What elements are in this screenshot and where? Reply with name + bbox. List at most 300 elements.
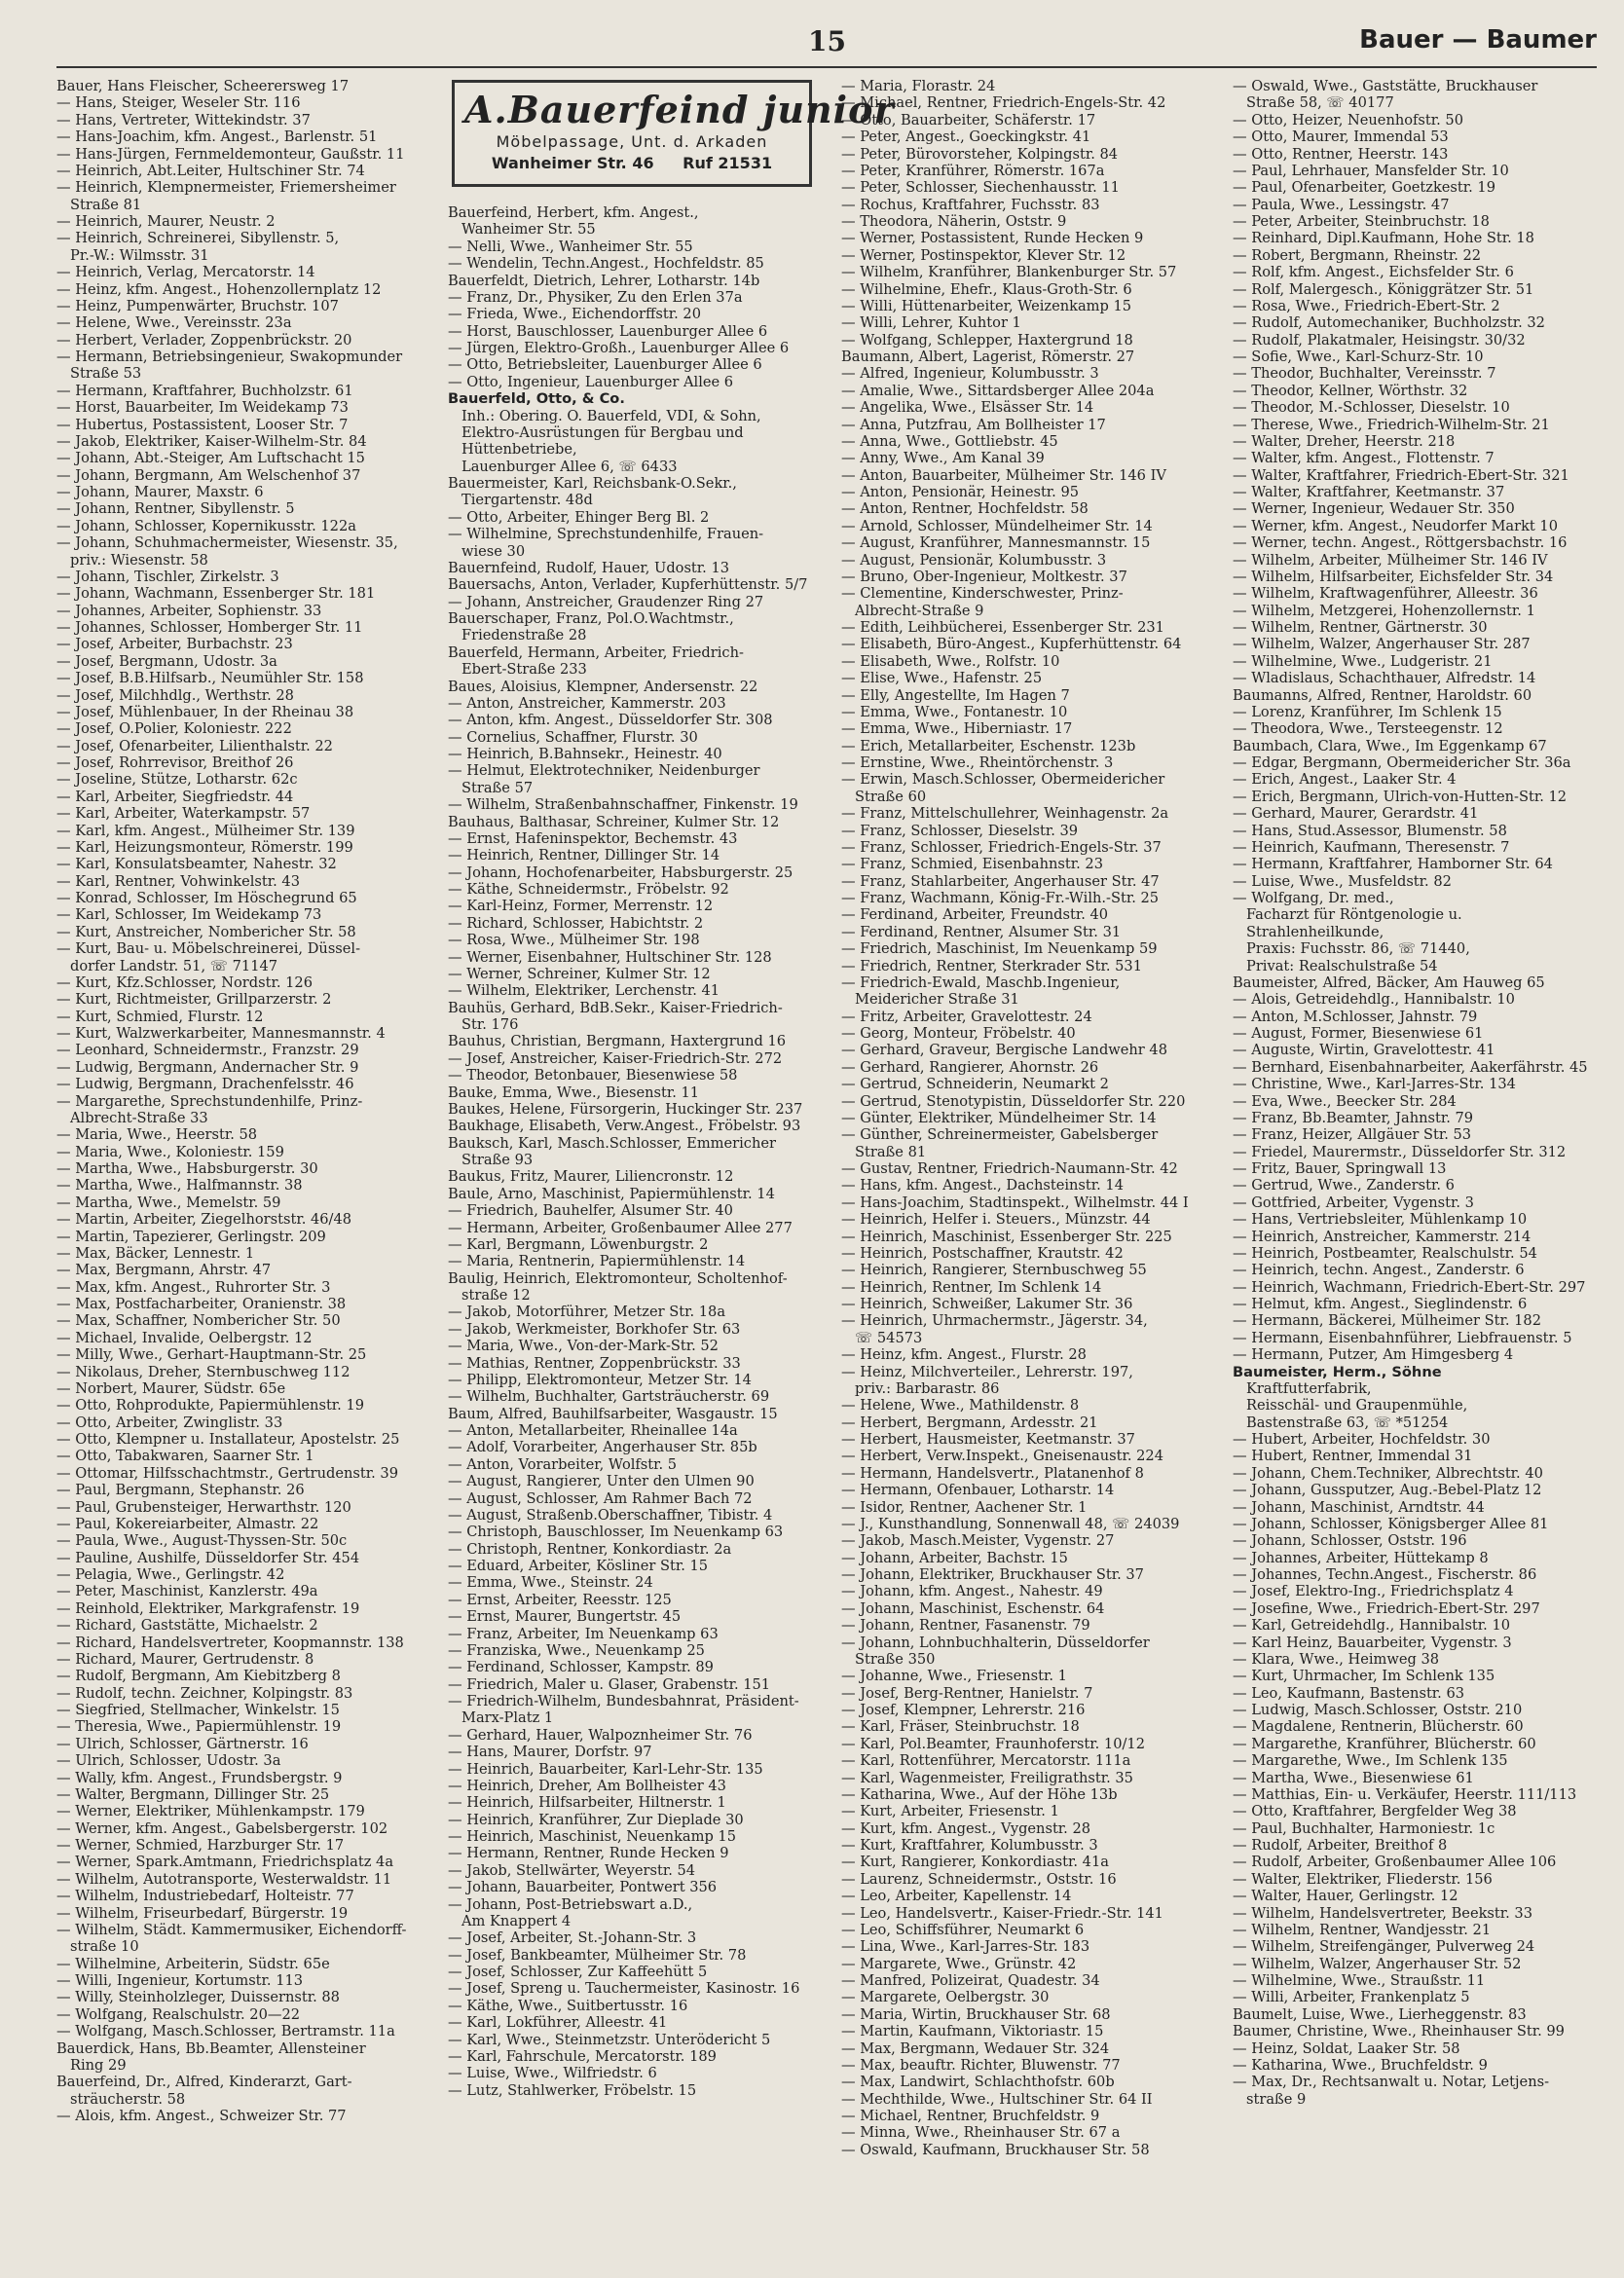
directory-entry: — Kurt, Rangierer, Konkordiastr. 41a bbox=[841, 1854, 1109, 1871]
directory-entry: — Johann, Schuhmachermeister, Wiesenstr. 35, bbox=[56, 534, 398, 552]
directory-entry: — August, Straßenb.Oberschaffner, Tibistr. 4 bbox=[448, 1506, 773, 1524]
directory-entry: — August, Schlosser, Am Rahmer Bach 72 bbox=[448, 1489, 753, 1507]
directory-entry: — Alois, Getreidehdlg., Hannibalstr. 10 bbox=[1233, 991, 1515, 1009]
directory-entry: Baum, Alfred, Bauhilfsarbeiter, Wasgaustr. 15 bbox=[448, 1405, 778, 1422]
entry-continuation: Am Knappert 4 bbox=[461, 1912, 572, 1929]
entry-continuation: straße 12 bbox=[461, 1287, 531, 1304]
directory-entry: — Pauline, Aushilfe, Düsseldorfer Str. 454 bbox=[56, 1549, 360, 1566]
entry-continuation: Straße 81 bbox=[70, 196, 142, 213]
directory-entry: — Josef, O.Polier, Koloniestr. 222 bbox=[56, 720, 292, 738]
directory-entry: Baumer, Christine, Wwe., Rheinhauser Str. 99 bbox=[1233, 2023, 1565, 2040]
directory-entry: Bauer, Hans Fleischer, Scheerersweg 17 bbox=[56, 78, 350, 94]
directory-entry: Bauermeister, Karl, Reichsbank-O.Sekr., bbox=[448, 475, 737, 492]
directory-entry: — Richard, Gaststätte, Michaelstr. 2 bbox=[56, 1617, 318, 1635]
directory-entry: — Helmut, kfm. Angest., Sieglindenstr. 6 bbox=[1233, 1296, 1528, 1312]
directory-entry: — Hermann, Betriebsingenieur, Swakopmunder bbox=[56, 349, 403, 365]
directory-entry: — Karl, Schlosser, Im Weidekamp 73 bbox=[56, 906, 322, 924]
directory-entry: — Martha, Wwe., Memelstr. 59 bbox=[56, 1194, 281, 1211]
directory-entry: — Wolfgang, Schlepper, Haxtergrund 18 bbox=[841, 331, 1133, 349]
directory-entry: — Anton, Anstreicher, Kammerstr. 203 bbox=[448, 694, 726, 712]
directory-entry: Bauke, Emma, Wwe., Biesenstr. 11 bbox=[448, 1084, 700, 1101]
directory-entry: Bauhüs, Gerhard, BdB.Sekr., Kaiser-Friedrich- bbox=[448, 999, 783, 1016]
directory-entry: — Rosa, Wwe., Friedrich-Ebert-Str. 2 bbox=[1233, 297, 1500, 314]
directory-entry: — Alois, kfm. Angest., Schweizer Str. 77 bbox=[56, 2108, 347, 2124]
directory-entry: — Jakob, Werkmeister, Borkhofer Str. 63 bbox=[448, 1320, 741, 1338]
directory-entry: Baulig, Heinrich, Elektromonteur, Scholtenhof- bbox=[448, 1269, 788, 1287]
directory-entry: — Frieda, Wwe., Eichendorffstr. 20 bbox=[448, 306, 701, 323]
directory-entry: — Martin, Arbeiter, Ziegelhorststr. 46/48 bbox=[56, 1211, 352, 1229]
directory-entry: — Karl, Lokführer, Alleestr. 41 bbox=[448, 2014, 668, 2032]
directory-entry: — Heinrich, Helfer i. Steuers., Münzstr. 44 bbox=[841, 1211, 1151, 1229]
directory-entry: — Wilhelm, Streifengänger, Pulverweg 24 bbox=[1233, 1938, 1535, 1956]
directory-entry: — Margarete, Wwe., Grünstr. 42 bbox=[841, 1955, 1077, 1972]
directory-entry: — Karl, kfm. Angest., Mülheimer Str. 139 bbox=[56, 822, 355, 839]
directory-entry: — Josef, Ofenarbeiter, Lilienthalstr. 22 bbox=[56, 737, 333, 754]
directory-entry: — Helene, Wwe., Vereinsstr. 23a bbox=[56, 314, 292, 332]
directory-entry: — Heinrich, Kaufmann, Theresenstr. 7 bbox=[1233, 838, 1510, 856]
directory-entry: — Karl, Arbeiter, Siegfriedstr. 44 bbox=[56, 788, 294, 805]
directory-entry: — Hans-Jürgen, Fernmeldemonteur, Gaußstr. 11 bbox=[56, 145, 405, 163]
directory-entry: — Gerhard, Graveur, Bergische Landwehr 48 bbox=[841, 1042, 1167, 1059]
directory-entry: — Heinrich, Schreinerei, Sibyllenstr. 5, bbox=[56, 230, 340, 247]
directory-entry: — August, Kranführer, Mannesmannstr. 15 bbox=[841, 534, 1151, 552]
directory-entry: — Friedrich, Maschinist, Im Neuenkamp 59 bbox=[841, 940, 1158, 958]
directory-entry: — Joseline, Stütze, Lotharstr. 62c bbox=[56, 771, 298, 789]
directory-entry: — Günther, Schreinermeister, Gabelsberger bbox=[841, 1126, 1159, 1144]
directory-entry: — Wilhelm, Walzer, Angerhauser Str. 287 bbox=[1233, 636, 1531, 653]
directory-entry: Bauersachs, Anton, Verlader, Kupferhüttenstr. 5/7 bbox=[448, 576, 808, 594]
directory-entry: — Johann, Schlosser, Oststr. 196 bbox=[1233, 1532, 1467, 1550]
directory-entry: — Max, Schaffner, Nombericher Str. 50 bbox=[56, 1312, 341, 1330]
directory-entry: — Theresia, Wwe., Papiermühlenstr. 19 bbox=[56, 1718, 342, 1736]
directory-entry: — Rochus, Kraftfahrer, Fuchsstr. 83 bbox=[841, 196, 1100, 213]
directory-entry: — Wilhelm, Buchhalter, Gartsträucherstr. 69 bbox=[448, 1388, 770, 1406]
directory-entry: — Sofie, Wwe., Karl-Schurz-Str. 10 bbox=[1233, 349, 1484, 365]
directory-entry: — Friedrich-Ewald, Maschb.Ingenieur, bbox=[841, 974, 1121, 991]
directory-entry: — Heinz, Milchverteiler., Lehrerstr. 197, bbox=[841, 1363, 1133, 1380]
directory-entry: — Margarethe, Kranführer, Blücherstr. 60 bbox=[1233, 1735, 1536, 1752]
directory-entry: — Walter, Bergmann, Dillinger Str. 25 bbox=[56, 1785, 330, 1803]
directory-entry: Baumelt, Luise, Wwe., Lierheggenstr. 83 bbox=[1233, 2005, 1527, 2023]
directory-entry: — Jakob, Motorführer, Metzer Str. 18a bbox=[448, 1304, 726, 1321]
directory-entry: — Johannes, Techn.Angest., Fischerstr. 86 bbox=[1233, 1566, 1537, 1583]
entry-continuation: ☏ 54573 bbox=[855, 1329, 923, 1346]
directory-entry: — Maria, Wwe., Von-der-Mark-Str. 52 bbox=[448, 1338, 719, 1355]
directory-entry: — Wilhelmine, Arbeiterin, Südstr. 65e bbox=[56, 1955, 330, 1972]
directory-entry: — Christoph, Bauschlosser, Im Neuenkamp 63 bbox=[448, 1524, 784, 1541]
directory-entry: — Paul, Kokereiarbeiter, Almastr. 22 bbox=[56, 1515, 319, 1532]
directory-entry: — Erich, Metallarbeiter, Eschenstr. 123b bbox=[841, 737, 1136, 754]
directory-entry: — Rudolf, Plakatmaler, Heisingstr. 30/32 bbox=[1233, 331, 1526, 349]
directory-entry: — Johann, Bergmann, Am Welschenhof 37 bbox=[56, 466, 361, 484]
directory-entry: Baumeister, Alfred, Bäcker, Am Hauweg 65 bbox=[1233, 974, 1545, 991]
directory-entry: — Hermann, Kraftfahrer, Buchholzstr. 61 bbox=[56, 382, 353, 399]
directory-entry: — Josef, Schlosser, Zur Kaffeehütt 5 bbox=[448, 1964, 708, 1980]
directory-entry: — Heinrich, Rangierer, Sternbuschweg 55 bbox=[841, 1262, 1147, 1279]
directory-entry: — Karl, Getreidehdlg., Hannibalstr. 10 bbox=[1233, 1617, 1511, 1635]
directory-entry: Baukus, Fritz, Maurer, Liliencronstr. 12 bbox=[448, 1168, 734, 1186]
directory-entry: — Werner, Elektriker, Mühlenkampstr. 179 bbox=[56, 1803, 365, 1820]
directory-entry: — Wilhelm, Kraftwagenführer, Alleestr. 36 bbox=[1233, 585, 1538, 603]
directory-entry: — Ludwig, Bergmann, Andernacher Str. 9 bbox=[56, 1058, 359, 1076]
directory-entry: — Josef, Milchhdlg., Werthstr. 28 bbox=[56, 686, 294, 704]
directory-entry: Bauerfeld, Otto, & Co. bbox=[448, 390, 625, 408]
directory-entry: — Gertrud, Stenotypistin, Düsseldorfer Str. 220 bbox=[841, 1092, 1186, 1110]
directory-entry: Bauksch, Karl, Masch.Schlosser, Emmericher bbox=[448, 1134, 776, 1152]
directory-entry: — Johann, Maschinist, Eschenstr. 64 bbox=[841, 1599, 1105, 1617]
directory-entry: — Otto, Kraftfahrer, Bergfelder Weg 38 bbox=[1233, 1803, 1517, 1820]
directory-entry: — Hermann, Kraftfahrer, Hamborner Str. 64 bbox=[1233, 856, 1553, 873]
directory-entry: — Johann, Tischler, Zirkelstr. 3 bbox=[56, 568, 279, 585]
directory-entry: — Wilhelmine, Wwe., Ludgeristr. 21 bbox=[1233, 652, 1493, 670]
directory-entry: — Heinrich, Uhrmachermstr., Jägerstr. 34, bbox=[841, 1312, 1148, 1330]
directory-entry: — Franz, Stahlarbeiter, Angerhauser Str. 47 bbox=[841, 872, 1160, 890]
directory-entry: — Heinrich, Maschinist, Essenberger Str. 225 bbox=[841, 1228, 1172, 1245]
directory-entry: — Maria, Wwe., Heerstr. 58 bbox=[56, 1126, 258, 1144]
entry-continuation: Lauenburger Allee 6, ☏ 6433 bbox=[461, 458, 678, 475]
directory-entry: — August, Rangierer, Unter den Ulmen 90 bbox=[448, 1473, 755, 1490]
directory-entry: — Karl, Wwe., Steinmetzstr. Unterödericht 5 bbox=[448, 2031, 771, 2048]
directory-entry: — Walter, Kraftfahrer, Keetmanstr. 37 bbox=[1233, 484, 1505, 500]
directory-entry: Bauerfeind, Dr., Alfred, Kinderarzt, Gart- bbox=[56, 2074, 352, 2091]
entry-list bbox=[841, 78, 1211, 2158]
directory-entry: — Wilhelmine, Sprechstundenhilfe, Frauen- bbox=[448, 526, 764, 543]
directory-entry: — Johannes, Arbeiter, Hüttekamp 8 bbox=[1233, 1549, 1489, 1566]
directory-entry: — Willi, Arbeiter, Frankenplatz 5 bbox=[1233, 1989, 1470, 2006]
directory-entry: — Anton, Pensionär, Heinestr. 95 bbox=[841, 484, 1080, 500]
directory-entry: — Heinrich, Rentner, Im Schlenk 14 bbox=[841, 1278, 1102, 1296]
entry-continuation: Privat: Realschulstraße 54 bbox=[1246, 957, 1438, 974]
directory-entry: — Hans, Stud.Assessor, Blumenstr. 58 bbox=[1233, 822, 1507, 839]
directory-entry: — Otto, Tabakwaren, Saarner Str. 1 bbox=[56, 1448, 314, 1465]
entry-continuation: Straße 57 bbox=[461, 779, 534, 796]
directory-entry: — Emma, Wwe., Hiberniastr. 17 bbox=[841, 720, 1073, 738]
directory-entry: — Johann, Gussputzer, Aug.-Bebel-Platz 12 bbox=[1233, 1482, 1542, 1499]
directory-entry: — Walter, Hauer, Gerlingstr. 12 bbox=[1233, 1888, 1458, 1905]
directory-entry: — Nelli, Wwe., Wanheimer Str. 55 bbox=[448, 238, 693, 255]
directory-entry: — Minna, Wwe., Rheinhauser Str. 67 a bbox=[841, 2124, 1121, 2142]
directory-entry: — Theodor, M.-Schlosser, Dieselstr. 10 bbox=[1233, 399, 1510, 417]
directory-entry: — Max, beauftr. Richter, Bluwenstr. 77 bbox=[841, 2056, 1121, 2074]
entry-continuation: Straße 53 bbox=[70, 365, 142, 383]
directory-entry: — Bruno, Ober-Ingenieur, Moltkestr. 37 bbox=[841, 568, 1127, 585]
directory-entry: — Erich, Angest., Laaker Str. 4 bbox=[1233, 771, 1457, 789]
directory-entry: — Paula, Wwe., Lessingstr. 47 bbox=[1233, 196, 1450, 213]
directory-entry: — Hermann, Rentner, Runde Hecken 9 bbox=[448, 1845, 729, 1862]
directory-entry: — Luise, Wwe., Musfeldstr. 82 bbox=[1233, 872, 1452, 890]
directory-entry: — Oswald, Kaufmann, Bruckhauser Str. 58 bbox=[841, 2141, 1150, 2158]
directory-entry: — Peter, Angest., Goeckingkstr. 41 bbox=[841, 129, 1091, 146]
entry-continuation: Wanheimer Str. 55 bbox=[461, 221, 596, 239]
directory-entry: — Alfred, Ingenieur, Kolumbusstr. 3 bbox=[841, 365, 1099, 383]
directory-entry: — Ernst, Hafeninspektor, Bechemstr. 43 bbox=[448, 829, 738, 847]
directory-entry: — Josefine, Wwe., Friedrich-Ebert-Str. 297 bbox=[1233, 1599, 1540, 1617]
directory-entry: — Herbert, Verw.Inspekt., Gneisenaustr. 224 bbox=[841, 1448, 1163, 1465]
directory-entry: — Heinz, kfm. Angest., Hohenzollernplatz 12 bbox=[56, 280, 382, 298]
directory-entry: — Ludwig, Bergmann, Drachenfelsstr. 46 bbox=[56, 1076, 354, 1093]
directory-entry: — Käthe, Schneidermstr., Fröbelstr. 92 bbox=[448, 881, 729, 898]
directory-entry: — Bernhard, Eisenbahnarbeiter, Aakerfährstr. 45 bbox=[1233, 1058, 1588, 1076]
directory-entry: — Johann, Lohnbuchhalterin, Düsseldorfer bbox=[841, 1634, 1150, 1651]
directory-entry: — Heinrich, Klempnermeister, Friemersheimer bbox=[56, 179, 396, 197]
directory-entry: Baumeister, Herm., Söhne bbox=[1233, 1363, 1442, 1380]
directory-entry: — Martin, Tapezierer, Gerlingstr. 209 bbox=[56, 1228, 326, 1245]
directory-entry: — Friedel, Maurermstr., Düsseldorfer Str. 312 bbox=[1233, 1143, 1567, 1160]
directory-entry: — Horst, Bauschlosser, Lauenburger Allee 6 bbox=[448, 322, 768, 340]
entry-continuation: priv.: Barbarastr. 86 bbox=[855, 1379, 1000, 1397]
directory-entry: — Josef, B.B.Hilfsarb., Neumühler Str. 158 bbox=[56, 670, 364, 687]
entry-continuation: Facharzt für Röntgenologie u. bbox=[1246, 906, 1462, 924]
directory-entry: — Kurt, kfm. Angest., Vygenstr. 28 bbox=[841, 1819, 1091, 1837]
directory-entry: — Christine, Wwe., Karl-Jarres-Str. 134 bbox=[1233, 1076, 1516, 1093]
directory-entry: — Edith, Leihbücherei, Essenberger Str. 231 bbox=[841, 619, 1164, 636]
directory-entry: — Johann, Bauarbeiter, Pontwert 356 bbox=[448, 1879, 718, 1896]
directory-entry: — Amalie, Wwe., Sittardsberger Allee 204a bbox=[841, 382, 1155, 399]
directory-entry: — Wilhelm, Handelsvertreter, Beekstr. 33 bbox=[1233, 1904, 1532, 1922]
directory-entry: — Hans-Joachim, kfm. Angest., Barlenstr. 51 bbox=[56, 129, 378, 146]
directory-entry: — Ferdinand, Schlosser, Kampstr. 89 bbox=[448, 1659, 714, 1676]
directory-entry: — Wilhelm, Städt. Kammermusiker, Eichendorff- bbox=[56, 1921, 407, 1938]
directory-entry: — Hans-Joachim, Stadtinspekt., Wilhelmstr. 44 I bbox=[841, 1194, 1189, 1211]
directory-entry: — Emma, Wwe., Fontanestr. 10 bbox=[841, 703, 1068, 720]
entry-continuation: straße 10 bbox=[70, 1938, 139, 1956]
directory-entry: — Nikolaus, Dreher, Sternbuschweg 112 bbox=[56, 1363, 351, 1380]
entry-continuation: Inh.: Obering. O. Bauerfeld, VDI, & Sohn, bbox=[461, 407, 761, 424]
directory-entry: — Rolf, kfm. Angest., Eichsfelder Str. 6 bbox=[1233, 264, 1514, 281]
directory-entry: — Willi, Ingenieur, Kortumstr. 113 bbox=[56, 1972, 304, 1989]
directory-entry: — Konrad, Schlosser, Im Höschegrund 65 bbox=[56, 890, 357, 906]
directory-entry: — Klara, Wwe., Heimweg 38 bbox=[1233, 1650, 1440, 1668]
directory-entry: — Gustav, Rentner, Friedrich-Naumann-Str. 42 bbox=[841, 1160, 1178, 1177]
directory-entry: — Michael, Invalide, Oelbergstr. 12 bbox=[56, 1329, 313, 1346]
directory-entry: — Martha, Wwe., Habsburgerstr. 30 bbox=[56, 1160, 318, 1177]
directory-entry: — Anton, Metallarbeiter, Rheinallee 14a bbox=[448, 1422, 738, 1439]
ad-logo: A.Bauerfeind junior bbox=[464, 88, 895, 131]
directory-entry: — Franz, Mittelschullehrer, Weinhagenstr. 2a bbox=[841, 805, 1169, 823]
directory-entry: — Ferdinand, Rentner, Alsumer Str. 31 bbox=[841, 923, 1122, 940]
directory-entry: — Heinrich, Verlag, Mercatorstr. 14 bbox=[56, 264, 315, 281]
directory-entry: — Karl, Rentner, Vohwinkelstr. 43 bbox=[56, 872, 300, 890]
directory-entry: — Reinhard, Dipl.Kaufmann, Hohe Str. 18 bbox=[1233, 230, 1534, 247]
directory-entry: — Josef, Spreng u. Tauchermeister, Kasinostr. 16 bbox=[448, 1980, 800, 1998]
directory-entry: — Franz, Heizer, Allgäuer Str. 53 bbox=[1233, 1126, 1472, 1144]
directory-entry: — Elisabeth, Büro-Angest., Kupferhüttenstr. 64 bbox=[841, 636, 1182, 653]
directory-entry: — Otto, Maurer, Immendal 53 bbox=[1233, 129, 1449, 146]
directory-entry: — Philipp, Elektromonteur, Metzer Str. 14 bbox=[448, 1371, 752, 1388]
directory-entry: — Franz, Schlosser, Dieselstr. 39 bbox=[841, 822, 1079, 839]
directory-entry: — Matthias, Ein- u. Verkäufer, Heerstr. 111/113 bbox=[1233, 1785, 1577, 1803]
directory-entry: — Willi, Hüttenarbeiter, Weizenkamp 15 bbox=[841, 297, 1132, 314]
directory-entry: — Therese, Wwe., Friedrich-Wilhelm-Str. 21 bbox=[1233, 416, 1550, 433]
directory-entry: — Wilhelm, Hilfsarbeiter, Eichsfelder Str. 34 bbox=[1233, 568, 1554, 585]
directory-entry: — Luise, Wwe., Wilfriedstr. 6 bbox=[448, 2065, 657, 2082]
entry-continuation: Pr.-W.: Wilmsstr. 31 bbox=[70, 246, 209, 264]
directory-entry: Bauernfeind, Rudolf, Hauer, Udostr. 13 bbox=[448, 559, 730, 576]
directory-entry: — Paul, Buchhalter, Harmoniestr. 1c bbox=[1233, 1819, 1495, 1837]
directory-entry: — Max, Bäcker, Lennestr. 1 bbox=[56, 1244, 255, 1262]
entry-continuation: Straße 58, ☏ 40177 bbox=[1246, 94, 1394, 112]
directory-entry: — Josef, Klempner, Lehrerstr. 216 bbox=[841, 1702, 1086, 1718]
directory-entry: — Johann, Elektriker, Bruckhauser Str. 37 bbox=[841, 1566, 1144, 1583]
directory-entry: — Werner, kfm. Angest., Neudorfer Markt 10 bbox=[1233, 517, 1558, 534]
entry-continuation: Straße 93 bbox=[461, 1152, 534, 1168]
ad-tagline: Möbelpassage, Unt. d. Arkaden bbox=[496, 132, 768, 151]
directory-entry: — Willy, Steinholzleger, Duissernstr. 88 bbox=[56, 1989, 340, 2006]
directory-entry: — Johann, Maurer, Maxstr. 6 bbox=[56, 484, 264, 500]
directory-entry: — Eva, Wwe., Beecker Str. 284 bbox=[1233, 1092, 1457, 1110]
directory-entry: — Heinz, kfm. Angest., Flurstr. 28 bbox=[841, 1346, 1087, 1364]
directory-entry: — Ernst, Maurer, Bungertstr. 45 bbox=[448, 1608, 682, 1626]
directory-entry: — Max, Bergmann, Ahrstr. 47 bbox=[56, 1262, 272, 1279]
directory-entry: — Max, Landwirt, Schlachthofstr. 60b bbox=[841, 2074, 1115, 2091]
directory-entry: — Hans, kfm. Angest., Dachsteinstr. 14 bbox=[841, 1177, 1124, 1194]
directory-entry: — Horst, Bauarbeiter, Im Weidekamp 73 bbox=[56, 399, 349, 417]
directory-entry: — Karl, Pol.Beamter, Fraunhoferstr. 10/12 bbox=[841, 1735, 1145, 1752]
directory-entry: — Anton, M.Schlosser, Jahnstr. 79 bbox=[1233, 1008, 1478, 1025]
directory-entry: — Werner, Spark.Amtmann, Friedrichsplatz 4a bbox=[56, 1854, 394, 1871]
entry-continuation: Straße 60 bbox=[855, 788, 927, 805]
directory-entry: — Walter, Elektriker, Fliederstr. 156 bbox=[1233, 1870, 1493, 1888]
directory-entry: — Ernst, Arbeiter, Reesstr. 125 bbox=[448, 1591, 672, 1608]
directory-entry: — Wilhelm, Elektriker, Lerchenstr. 41 bbox=[448, 982, 720, 1000]
directory-entry: — Franz, Schlosser, Friedrich-Engels-Str. 37 bbox=[841, 838, 1162, 856]
directory-entry: — Werner, Schreiner, Kulmer Str. 12 bbox=[448, 965, 711, 982]
column-3 bbox=[841, 78, 1211, 2158]
directory-entry: — Katharina, Wwe., Auf der Höhe 13b bbox=[841, 1785, 1118, 1803]
directory-entry: — Heinrich, B.Bahnsekr., Heinestr. 40 bbox=[448, 746, 722, 762]
directory-entry: — Margarethe, Wwe., Im Schlenk 135 bbox=[1233, 1752, 1508, 1770]
directory-entry: — Leo, Kaufmann, Bastenstr. 63 bbox=[1233, 1684, 1465, 1702]
directory-entry: — Friedrich-Wilhelm, Bundesbahnrat, Präsident- bbox=[448, 1693, 799, 1709]
directory-entry: — Max, Dr., Rechtsanwalt u. Notar, Letjens- bbox=[1233, 2074, 1550, 2091]
directory-entry: — Jakob, Elektriker, Kaiser-Wilhelm-Str. 84 bbox=[56, 432, 367, 450]
directory-entry: Bauerfeld, Hermann, Arbeiter, Friedrich- bbox=[448, 643, 744, 661]
directory-entry: — Johanne, Wwe., Friesenstr. 1 bbox=[841, 1668, 1067, 1685]
directory-entry: — Karl-Heinz, Former, Merrenstr. 12 bbox=[448, 898, 714, 915]
directory-entry: — Peter, Bürovorsteher, Kolpingstr. 84 bbox=[841, 145, 1119, 163]
directory-entry: — Johann, kfm. Angest., Nahestr. 49 bbox=[841, 1583, 1103, 1600]
directory-entry: — Fritz, Arbeiter, Gravelottestr. 24 bbox=[841, 1008, 1092, 1025]
directory-entry: — Wilhelm, Rentner, Gärtnerstr. 30 bbox=[1233, 619, 1488, 636]
entry-list bbox=[1233, 78, 1603, 2108]
entry-continuation: Straße 81 bbox=[855, 1143, 927, 1160]
entry-continuation: straße 9 bbox=[1246, 2090, 1307, 2108]
directory-entry: — Josef, Mühlenbauer, In der Rheinau 38 bbox=[56, 703, 354, 720]
directory-entry: — Paula, Wwe., August-Thyssen-Str. 50c bbox=[56, 1532, 348, 1550]
directory-entry: — Johann, Anstreicher, Graudenzer Ring 27 bbox=[448, 593, 764, 610]
column-4 bbox=[1233, 78, 1603, 2108]
directory-entry: — Otto, Arbeiter, Zwinglistr. 33 bbox=[56, 1414, 283, 1431]
directory-entry: — Clementine, Kinderschwester, Prinz- bbox=[841, 585, 1124, 603]
directory-entry: — Erich, Bergmann, Ulrich-von-Hutten-Str. 12 bbox=[1233, 788, 1568, 805]
directory-entry: — Peter, Schlosser, Siechenhausstr. 11 bbox=[841, 179, 1120, 197]
directory-entry: — Franz, Arbeiter, Im Neuenkamp 63 bbox=[448, 1625, 719, 1642]
entry-continuation: Kraftfutterfabrik, bbox=[1246, 1379, 1372, 1397]
directory-entry: Bauhus, Christian, Bergmann, Haxtergrund 16 bbox=[448, 1033, 787, 1050]
directory-entry: — Wendelin, Techn.Angest., Hochfeldstr. 85 bbox=[448, 255, 764, 273]
directory-entry: — Franziska, Wwe., Neuenkamp 25 bbox=[448, 1641, 705, 1659]
directory-entry: — Josef, Bergmann, Udostr. 3a bbox=[56, 652, 277, 670]
directory-entry: — Martha, Wwe., Halfmannstr. 38 bbox=[56, 1177, 303, 1194]
directory-entry: — Karl Heinz, Bauarbeiter, Vygenstr. 3 bbox=[1233, 1634, 1512, 1651]
directory-entry: — Werner, kfm. Angest., Gabelsbergerstr. 102 bbox=[56, 1819, 388, 1837]
entry-continuation: Bastenstraße 63, ☏ *51254 bbox=[1246, 1414, 1449, 1431]
directory-entry: — Karl, Wagenmeister, Freiligrathstr. 35 bbox=[841, 1769, 1133, 1786]
directory-entry: — Hans, Steiger, Weseler Str. 116 bbox=[56, 94, 301, 112]
directory-entry: — Walter, kfm. Angest., Flottenstr. 7 bbox=[1233, 450, 1495, 467]
directory-entry: — Josef, Bankbeamter, Mülheimer Str. 78 bbox=[448, 1946, 747, 1964]
directory-entry: — Herbert, Hausmeister, Keetmanstr. 37 bbox=[841, 1431, 1135, 1448]
directory-entry: — Paul, Lehrhauer, Mansfelder Str. 10 bbox=[1233, 162, 1509, 179]
entry-continuation: Ring 29 bbox=[70, 2056, 127, 2074]
directory-entry: — Gerhard, Maurer, Gerardstr. 41 bbox=[1233, 805, 1479, 823]
directory-entry: — Rudolf, techn. Zeichner, Kolpingstr. 83 bbox=[56, 1684, 353, 1702]
directory-entry: — Johann, Maschinist, Arndtstr. 44 bbox=[1233, 1498, 1485, 1516]
directory-entry: — Otto, Arbeiter, Ehinger Berg Bl. 2 bbox=[448, 508, 710, 526]
directory-entry: — Laurenz, Schneidermstr., Oststr. 16 bbox=[841, 1870, 1117, 1888]
directory-entry: — Heinrich, Rentner, Dillinger Str. 14 bbox=[448, 847, 720, 864]
directory-entry: — Theodora, Wwe., Tersteegenstr. 12 bbox=[1233, 720, 1503, 738]
entry-continuation: Albrecht-Straße 33 bbox=[70, 1109, 208, 1126]
entry-continuation: Straße 350 bbox=[855, 1650, 936, 1668]
directory-entry: — Otto, Rohprodukte, Papiermühlenstr. 19 bbox=[56, 1397, 365, 1415]
directory-entry: — Ferdinand, Arbeiter, Freundstr. 40 bbox=[841, 906, 1109, 924]
directory-entry: — Paul, Grubensteiger, Herwarthstr. 120 bbox=[56, 1498, 351, 1516]
directory-entry: — Max, Bergmann, Wedauer Str. 324 bbox=[841, 2039, 1110, 2057]
directory-entry: — Elise, Wwe., Hafenstr. 25 bbox=[841, 670, 1043, 687]
directory-entry: — Isidor, Rentner, Aachener Str. 1 bbox=[841, 1498, 1088, 1516]
directory-entry: — Rosa, Wwe., Mülheimer Str. 198 bbox=[448, 932, 700, 949]
directory-entry: — Heinrich, techn. Angest., Zanderstr. 6 bbox=[1233, 1262, 1525, 1279]
directory-entry: — Milly, Wwe., Gerhart-Hauptmann-Str. 25 bbox=[56, 1346, 367, 1364]
directory-entry: — Hermann, Arbeiter, Großenbaumer Allee 277 bbox=[448, 1219, 793, 1236]
directory-entry: — Karl, Rottenführer, Mercatorstr. 111a bbox=[841, 1752, 1131, 1770]
directory-entry: — Michael, Rentner, Friedrich-Engels-Str. 42 bbox=[841, 94, 1166, 112]
directory-entry: — Anna, Wwe., Gottliebstr. 45 bbox=[841, 432, 1058, 450]
directory-entry: — Rudolf, Arbeiter, Breithof 8 bbox=[1233, 1837, 1448, 1854]
directory-entry: — Kurt, Richtmeister, Grillparzerstr. 2 bbox=[56, 991, 332, 1009]
directory-entry: — Johann, Post-Betriebswart a.D., bbox=[448, 1895, 693, 1913]
directory-entry: — Maria, Florastr. 24 bbox=[841, 78, 996, 94]
directory-entry: — Otto, Bauarbeiter, Schäferstr. 17 bbox=[841, 111, 1096, 129]
directory-entry: — Anton, Rentner, Hochfeldstr. 58 bbox=[841, 500, 1089, 518]
directory-entry: — Martha, Wwe., Biesenwiese 61 bbox=[1233, 1769, 1474, 1786]
directory-entry: — Wilhelmine, Wwe., Straußstr. 11 bbox=[1233, 1972, 1486, 1989]
directory-entry: — Jakob, Stellwärter, Weyerstr. 54 bbox=[448, 1861, 696, 1879]
directory-entry: — Werner, Ingenieur, Wedauer Str. 350 bbox=[1233, 500, 1515, 518]
directory-entry: — Lutz, Stahlwerker, Fröbelstr. 15 bbox=[448, 2081, 697, 2099]
directory-entry: — Rudolf, Arbeiter, Großenbaumer Allee 106 bbox=[1233, 1854, 1557, 1871]
directory-entry: — Wladislaus, Schachthauer, Alfredstr. 14 bbox=[1233, 670, 1536, 687]
directory-entry: — Kurt, Bau- u. Möbelschreinerei, Düssel- bbox=[56, 940, 361, 958]
directory-entry: — Otto, Ingenieur, Lauenburger Allee 6 bbox=[448, 373, 734, 390]
directory-entry: — Wilhelm, Industriebedarf, Holteistr. 77 bbox=[56, 1888, 354, 1905]
directory-entry: — Josef, Berg-Rentner, Hanielstr. 7 bbox=[841, 1684, 1093, 1702]
entry-list bbox=[448, 204, 818, 2099]
directory-entry: — Karl, Arbeiter, Waterkampstr. 57 bbox=[56, 805, 311, 823]
directory-entry: — Werner, techn. Angest., Röttgersbachstr. 16 bbox=[1233, 534, 1568, 552]
directory-entry: — Peter, Kranführer, Römerstr. 167a bbox=[841, 162, 1105, 179]
directory-entry: — Jakob, Masch.Meister, Vygenstr. 27 bbox=[841, 1532, 1115, 1550]
entry-list bbox=[56, 78, 426, 2124]
directory-entry: — Johann, Chem.Techniker, Albrechtstr. 40 bbox=[1233, 1464, 1543, 1482]
directory-entry: — Walter, Kraftfahrer, Friedrich-Ebert-Str. 321 bbox=[1233, 466, 1569, 484]
directory-entry: — Leo, Arbeiter, Kapellenstr. 14 bbox=[841, 1888, 1072, 1905]
directory-entry: — Johannes, Schlosser, Homberger Str. 11 bbox=[56, 619, 363, 636]
entry-continuation: Marx-Platz 1 bbox=[461, 1709, 554, 1727]
entry-continuation: Elektro-Ausrüstungen für Bergbau und bbox=[461, 423, 744, 441]
directory-entry: — Hermann, Putzer, Am Himgesberg 4 bbox=[1233, 1346, 1514, 1364]
